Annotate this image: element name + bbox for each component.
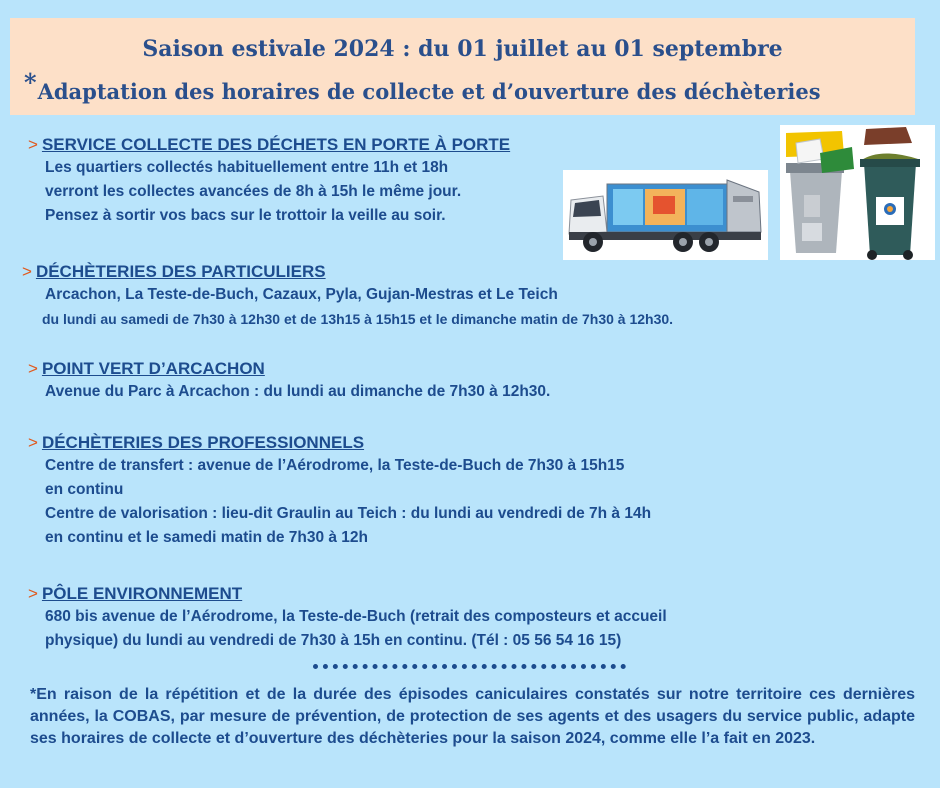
section-line: 680 bis avenue de l’Aérodrome, la Teste-de-Buch (retrait des composteurs et accueil xyxy=(45,608,667,625)
section-title: DÉCHÈTERIES DES PARTICULIERS xyxy=(35,262,326,281)
arrow-icon: > xyxy=(28,433,38,452)
section-line: Avenue du Parc à Arcachon : du lundi au dimanche de 7h30 à 12h30. xyxy=(45,383,551,400)
section-heading xyxy=(28,134,510,156)
dotted-divider xyxy=(313,664,626,675)
section-title: POINT VERT D’ARCACHON xyxy=(41,359,265,378)
section-line: Arcachon, La Teste-de-Buch, Cazaux, Pyla, Gujan-Mestras et Le Teich xyxy=(45,286,558,303)
section-title: DÉCHÈTERIES DES PROFESSIONNELS xyxy=(41,433,365,452)
section-heading xyxy=(28,358,550,380)
asterisk-mark: * xyxy=(24,68,37,97)
section-particuliers xyxy=(22,261,673,331)
section-title: PÔLE ENVIRONNEMENT xyxy=(41,584,243,603)
arrow-icon: > xyxy=(28,135,38,154)
section-heading xyxy=(22,261,673,283)
section-line: en continu et le samedi matin de 7h30 à 12h xyxy=(45,529,369,546)
section-line: du lundi au samedi de 7h30 à 12h30 et de 13h15 à 15h15 et le dimanche matin de 7h30 à 12h30. xyxy=(42,311,674,327)
section-heading xyxy=(28,432,651,454)
section-line: Pensez à sortir vos bacs sur le trottoir la veille au soir. xyxy=(45,207,446,224)
section-line: Centre de transfert : avenue de l’Aérodrome, la Teste-de-Buch de 7h30 à 15h15 xyxy=(45,457,625,474)
arrow-icon: > xyxy=(22,262,32,281)
garbage-truck-illustration xyxy=(563,170,768,260)
section-collecte xyxy=(28,134,510,228)
banner-subtitle xyxy=(24,68,821,105)
section-line: Centre de valorisation : lieu-dit Graulin au Teich : du lundi au vendredi de 7h à 14h xyxy=(45,505,652,522)
section-professionnels xyxy=(28,432,651,550)
waste-bins-illustration xyxy=(780,125,935,260)
section-line: verront les collectes avancées de 8h à 15h le même jour. xyxy=(45,183,462,200)
section-line: physique) du lundi au vendredi de 7h30 à 15h en continu. (Tél : 05 56 54 16 15) xyxy=(45,632,622,649)
banner-subtitle-text: Adaptation des horaires de collecte et d’ouverture des déchèteries xyxy=(37,79,821,104)
section-heading xyxy=(28,583,667,605)
footnote: *En raison de la répétition et de la durée des épisodes caniculaires constatés sur notre territoire ces dernières années, la COBAS, par mesure de prévention, de protection de ses agents et des usagers du service public, adapte ses horaires de collecte et d’ouverture des déchèteries pour la saison 2024, comme elle l’a fait en 2023. xyxy=(30,686,915,747)
banner-title: Saison estivale 2024 : du 01 juillet au 01 septembre xyxy=(142,36,783,62)
section-line: en continu xyxy=(45,481,124,498)
section-pole-environnement xyxy=(28,583,667,653)
arrow-icon: > xyxy=(28,359,38,378)
section-point-vert xyxy=(28,358,550,404)
title-banner xyxy=(10,18,915,115)
arrow-icon: > xyxy=(28,584,38,603)
section-line: Les quartiers collectés habituellement entre 11h et 18h xyxy=(45,159,449,176)
section-title: SERVICE COLLECTE DES DÉCHETS EN PORTE À PORTE xyxy=(41,135,511,154)
